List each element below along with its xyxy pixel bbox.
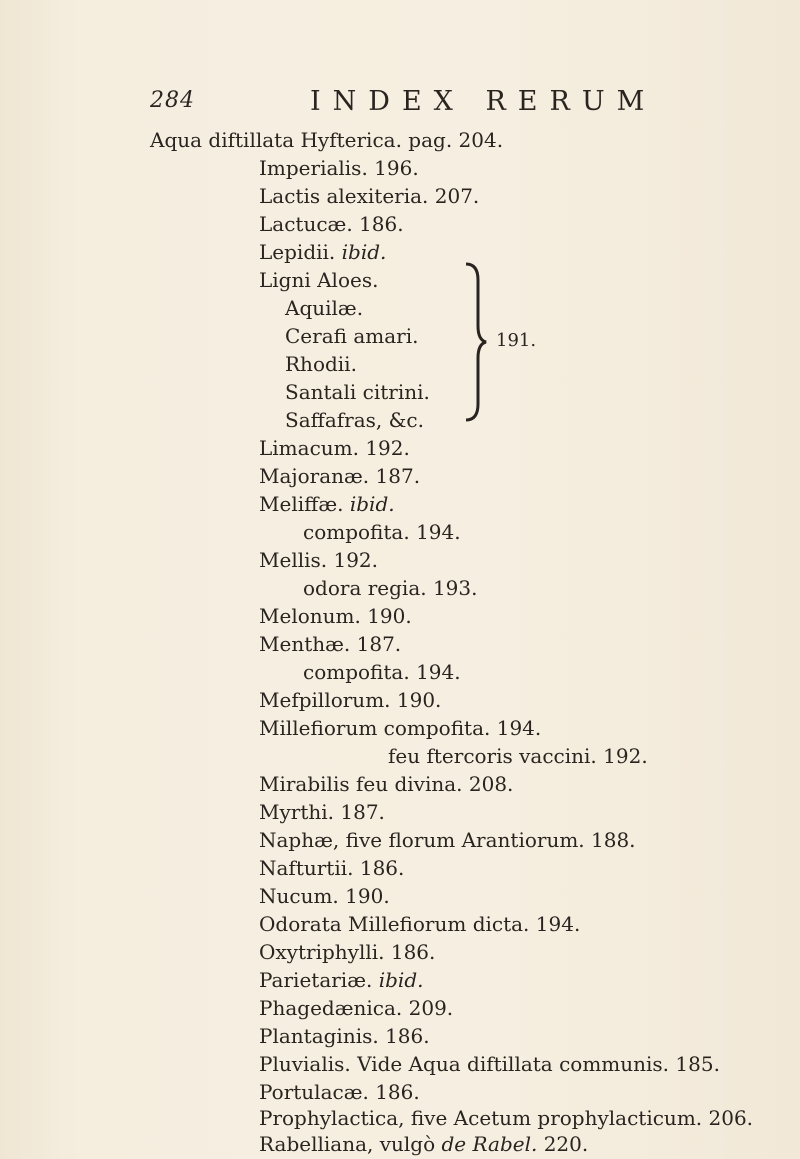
entry-text: Rabelliana, vulgò: [259, 1132, 436, 1156]
index-entry: [259, 968, 423, 992]
index-entry: [259, 240, 386, 264]
page-header: [150, 88, 750, 124]
index-entry: Portulacæ. 186.: [259, 1080, 420, 1104]
index-entry: Melonum. 190.: [259, 604, 412, 628]
index-entry: Imperialis. 196.: [259, 156, 419, 180]
ibid-reference: ibid.: [378, 968, 424, 992]
index-entry: Phagedænica. 209.: [259, 996, 454, 1020]
curly-brace-icon: [462, 262, 492, 422]
index-entry: Limacum. 192.: [259, 436, 410, 460]
index-entry: Ligni Aloes.: [259, 268, 379, 292]
running-title: INDEX RERUM: [310, 86, 657, 117]
index-entry: Cerafi amari.: [285, 324, 419, 348]
ibid-reference: ibid.: [349, 492, 395, 516]
entry-text: Parietariæ.: [259, 968, 373, 992]
index-entry: Pluvialis. Vide Aqua diftillata communis. 185.: [259, 1052, 720, 1076]
ligni-brace: [462, 262, 552, 422]
index-entry: Mefpillorum. 190.: [259, 688, 442, 712]
index-entry: Lactucæ. 186.: [259, 212, 404, 236]
index-entry: Myrthi. 187.: [259, 800, 385, 824]
index-entry: Millefiorum compofita. 194.: [259, 716, 542, 740]
index-entry: compofita. 194.: [303, 520, 461, 544]
index-entry: Lactis alexiteria. 207.: [259, 184, 480, 208]
index-entry: Mirabilis feu divina. 208.: [259, 772, 514, 796]
entry-text: Lepidii.: [259, 240, 336, 264]
author-reference: de Rabel.: [441, 1132, 538, 1156]
index-entry: Aqua diftillata Hyfterica. pag. 204.: [150, 128, 504, 152]
index-entry: odora regia. 193.: [303, 576, 478, 600]
index-entry: Naphæ, five florum Arantiorum. 188.: [259, 828, 636, 852]
index-entry: compofita. 194.: [303, 660, 461, 684]
index-entry: Oxytriphylli. 186.: [259, 940, 436, 964]
index-entry: Nafturtii. 186.: [259, 856, 405, 880]
index-entry: [259, 492, 395, 516]
index-entry: Majoranæ. 187.: [259, 464, 421, 488]
index-entry: Santali citrini.: [285, 380, 430, 404]
index-entry: Menthæ. 187.: [259, 632, 402, 656]
brace-page-number: 191.: [496, 330, 537, 351]
index-entry: Saffafras, &c.: [285, 408, 424, 432]
index-entry: Nucum. 190.: [259, 884, 390, 908]
index-entry: Mellis. 192.: [259, 548, 379, 572]
index-entry: Plantaginis. 186.: [259, 1024, 430, 1048]
page-reference: 220.: [543, 1132, 589, 1156]
index-entry: Rhodii.: [285, 352, 357, 376]
index-entry: Odorata Millefiorum dicta. 194.: [259, 912, 581, 936]
index-entry: [259, 1132, 588, 1156]
index-entry: Aquilæ.: [285, 296, 364, 320]
index-entry: feu ftercoris vaccini. 192.: [388, 744, 648, 768]
ibid-reference: ibid.: [341, 240, 387, 264]
entry-text: Meliffæ.: [259, 492, 344, 516]
index-entry: Prophylactica, five Acetum prophylacticum. 206.: [259, 1106, 754, 1130]
page-number: 284: [150, 88, 195, 113]
